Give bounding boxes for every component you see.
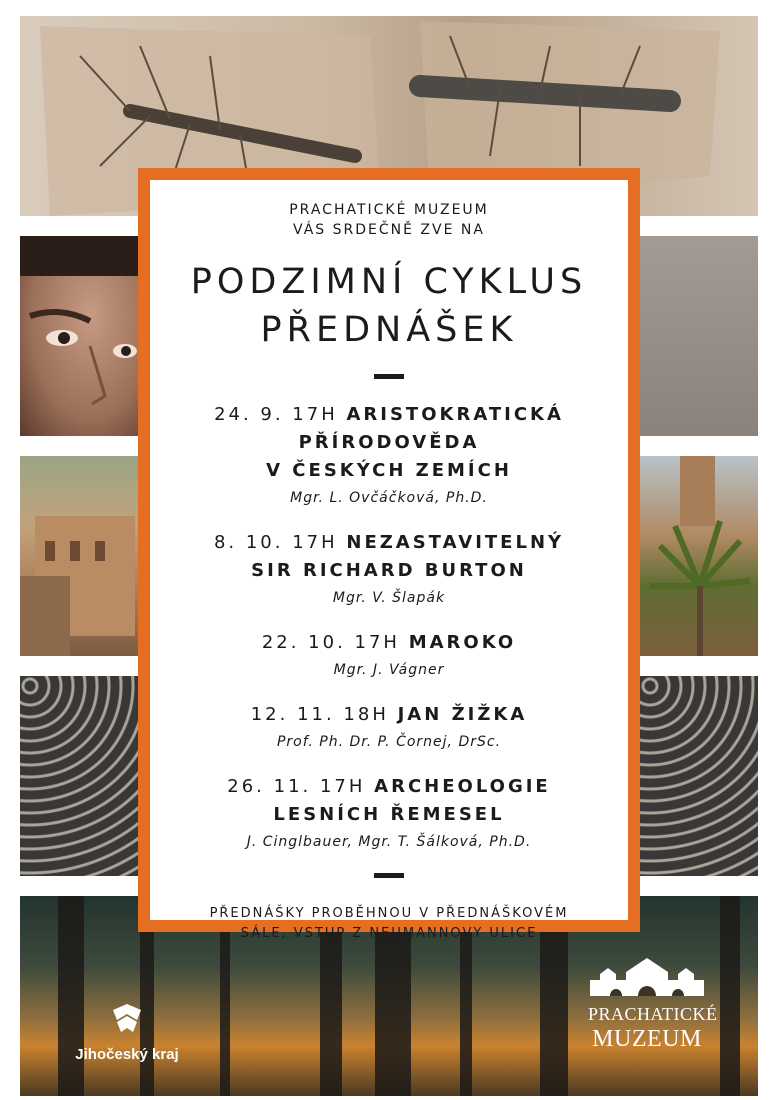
lecture-heading-line [150,429,628,457]
museum-emblem-icon [588,958,706,998]
invitation-card [138,168,640,941]
lecture-datetime: 22. 10. 17H [261,632,400,653]
lecture-heading-line [150,557,628,585]
lecture-datetime: 12. 11. 18H [250,704,389,725]
region-name: Jihočeský kraj [75,1046,179,1063]
lecture-speaker: Mgr. V. Šlapák [332,590,446,606]
morocco-photo-right [640,456,758,656]
divider-bottom [374,873,404,878]
lecture-heading-line [150,629,628,657]
lecture-datetime: 8. 10. 17H [213,532,338,553]
lecture-title: JAN ŽIŽKA [397,704,528,725]
face-graphic [20,236,138,436]
palm-tower-graphic [640,456,758,656]
lecture-heading-line [150,801,628,829]
chainmail-photo [20,676,138,876]
lecture-item [150,773,628,853]
title-line-2: PŘEDNÁŠEK [260,310,518,350]
portrait-photo-background [640,236,758,436]
lecture-title: NEZASTAVITELNÝ [346,532,565,553]
lecture-datetime: 24. 9. 17H [214,404,338,425]
lecture-title: ARCHEOLOGIE [374,776,551,797]
lecture-speaker: J. Cinglbauer, Mgr. T. Šálková, Ph.D. [246,834,532,850]
lecture-heading-line [150,401,628,429]
lecture-speaker: Mgr. L. Ovčáčková, Ph.D. [290,490,488,506]
lecture-heading-line [150,701,628,729]
lecture-heading-line [150,529,628,557]
portrait-photo [20,236,138,436]
divider-top [374,374,404,379]
jihocesky-kraj-logo [52,1000,202,1063]
venue-note [150,904,628,944]
lecture-speaker: Mgr. J. Vágner [333,662,445,678]
museum-name-line-2: MUZEUM [592,1026,702,1052]
lecture-item [150,701,628,753]
invite-line-1: PRACHATICKÉ MUZEUM [289,202,489,218]
lecture-item [150,529,628,609]
region-emblem-icon [109,1000,145,1036]
lecture-title: PŘÍRODOVĚDA [298,432,480,453]
venue-line-1: PŘEDNÁŠKY PROBĚHNOU V PŘEDNÁŠKOVÉM [209,906,569,921]
lecture-title: MAROKO [408,632,517,653]
lecture-speaker: Prof. Ph. Dr. P. Čornej, DrSc. [276,734,502,750]
lecture-title: V ČESKÝCH ZEMÍCH [266,460,512,481]
invitation-card-content [150,180,628,941]
lecture-list [150,401,628,853]
lecture-title: SIR RICHARD BURTON [251,560,527,581]
title-line-1: PODZIMNÍ CYKLUS [190,262,588,302]
morocco-photo [20,456,138,656]
chainmail-photo-right [640,676,758,876]
lecture-title: ARISTOKRATICKÁ [346,404,564,425]
kasbah-graphic [20,456,138,656]
venue-line-2: SÁLE, VSTUP Z NEUMANNOVY ULICE [240,926,538,941]
prachaticke-muzeum-logo [588,958,718,1053]
lecture-heading-line [150,773,628,801]
lecture-title: LESNÍCH ŘEMESEL [273,804,505,825]
lecture-heading-line [150,457,628,485]
lecture-datetime: 26. 11. 17H [227,776,366,797]
lecture-item [150,629,628,681]
lecture-item [150,401,628,509]
page-title [150,258,628,354]
museum-name-line-1: PRACHATICKÉ [588,1004,718,1024]
invite-line-2: VÁS SRDEČNĚ ZVE NA [293,222,485,238]
